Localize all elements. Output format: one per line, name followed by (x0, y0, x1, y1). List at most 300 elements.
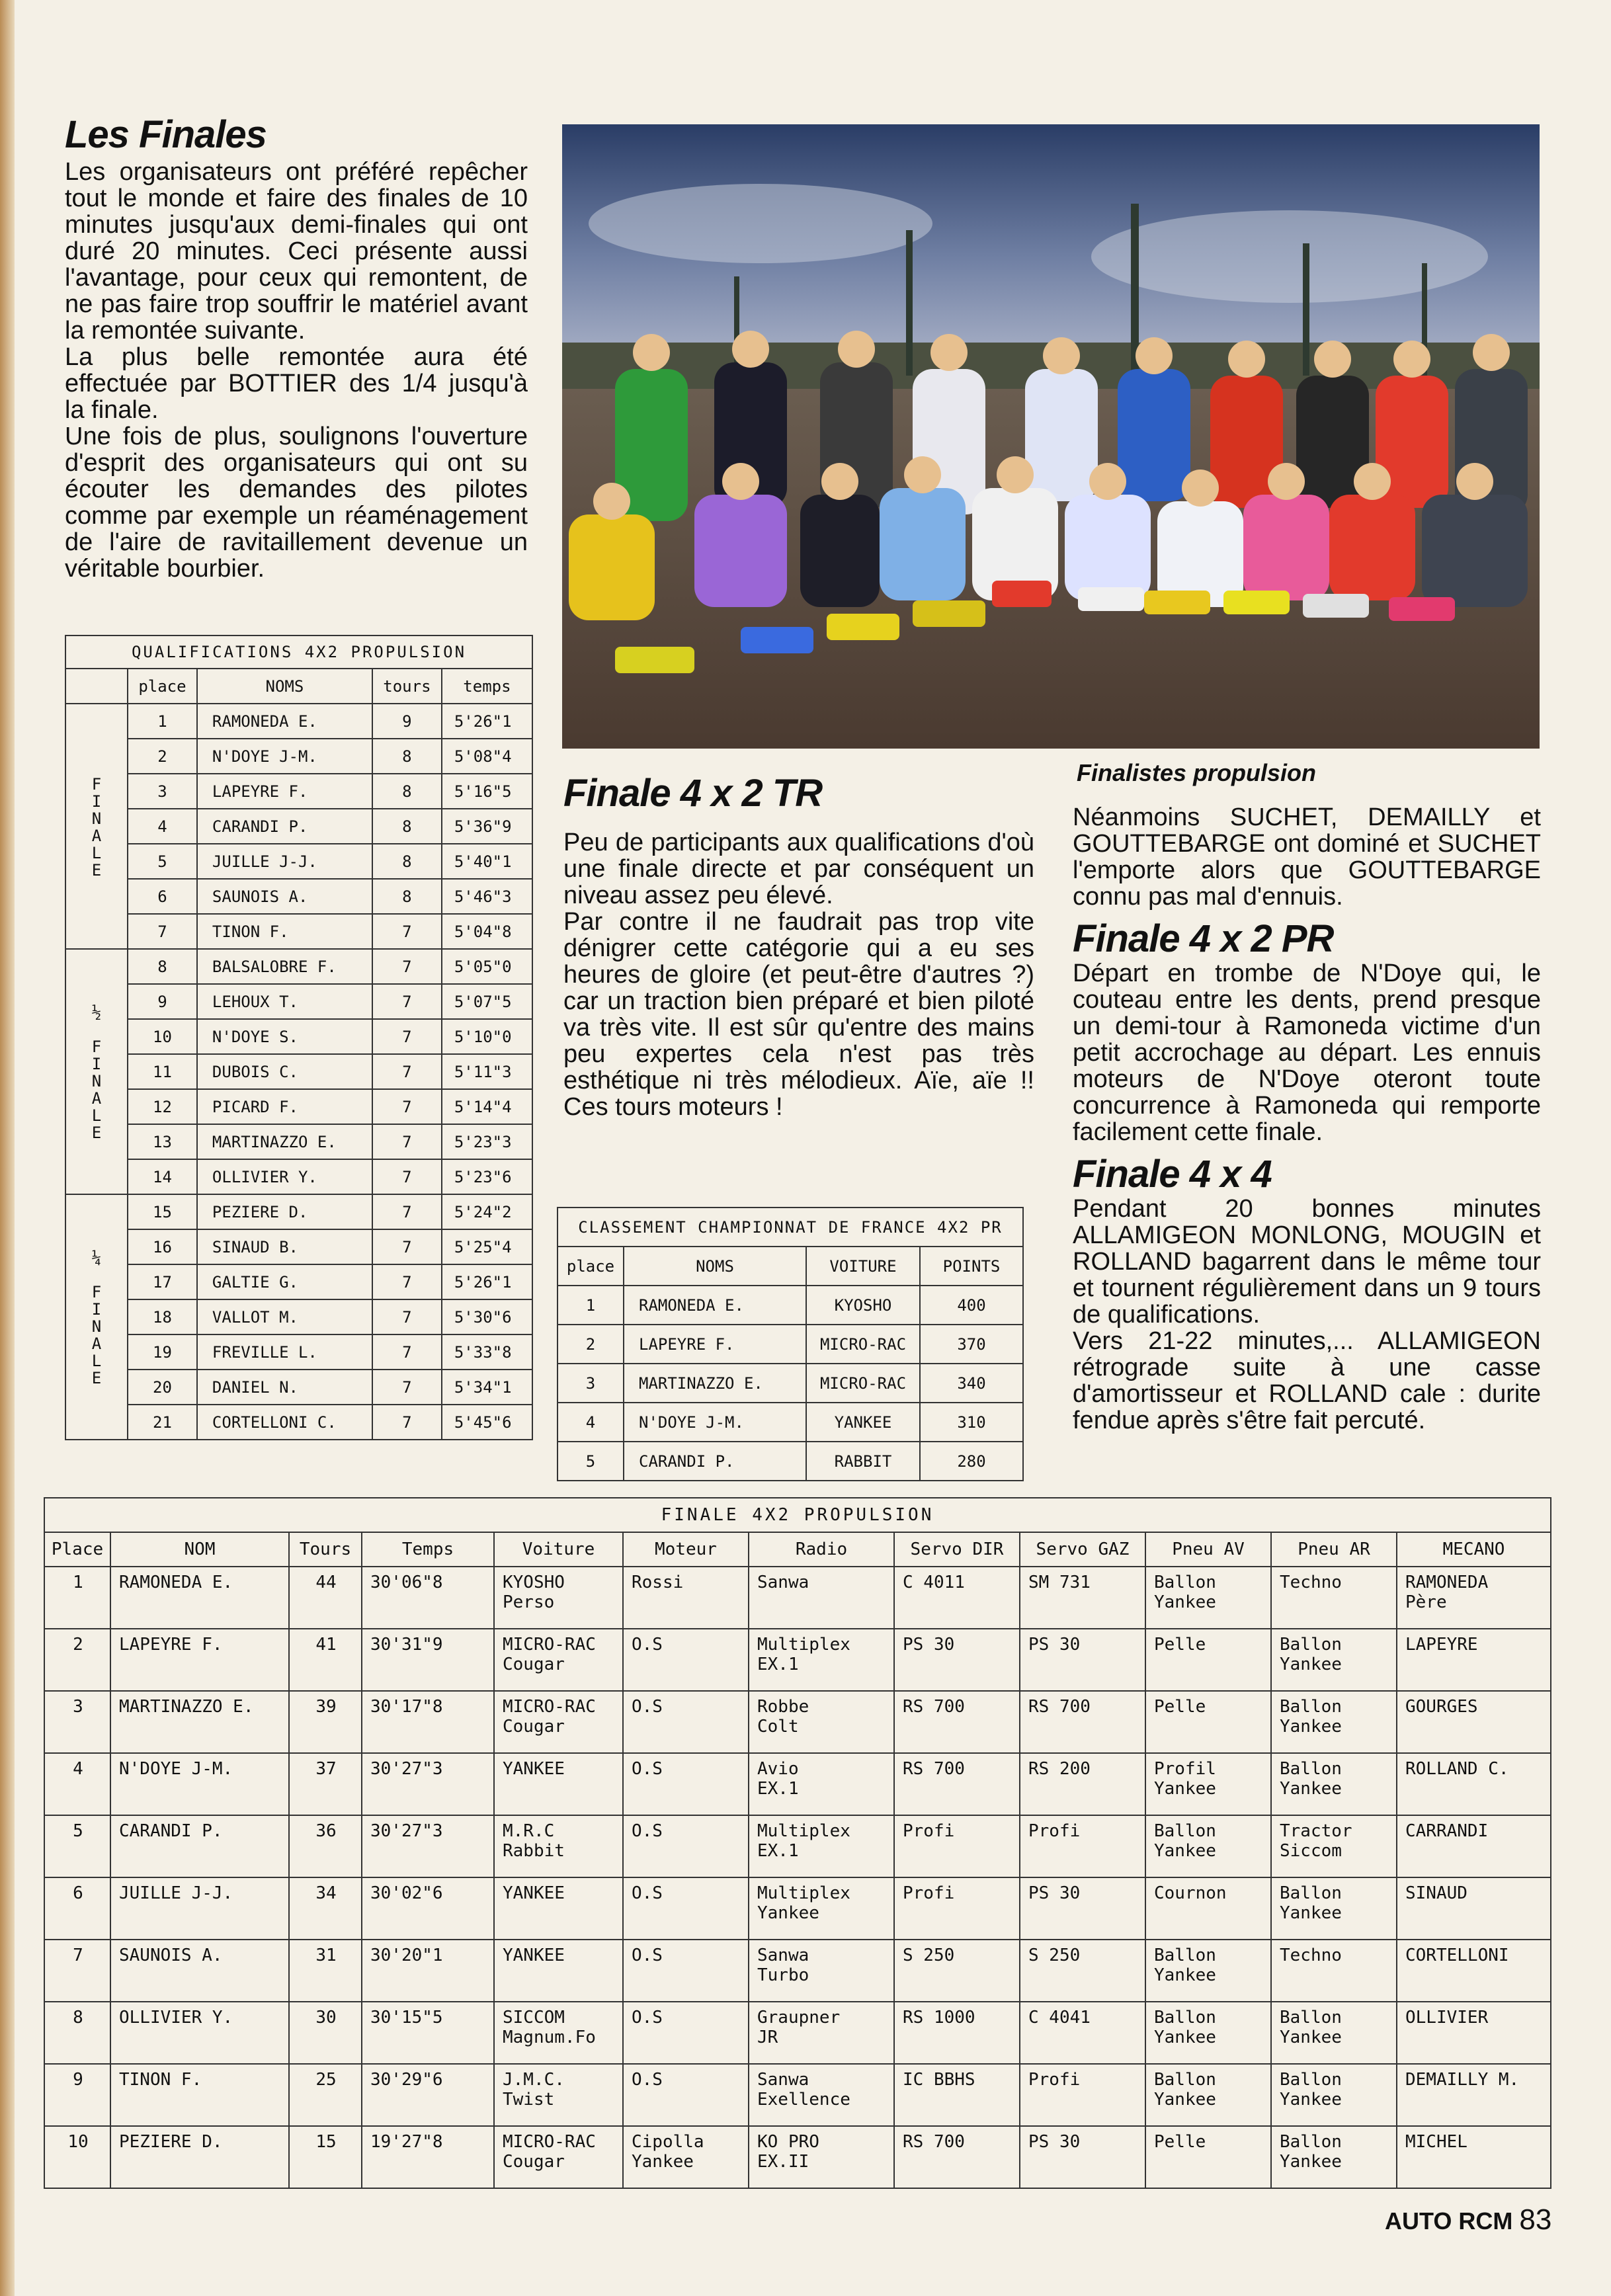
table-cell: Multiplex Yankee (749, 1877, 894, 1940)
table-cell: 34 (289, 1877, 362, 1940)
qualifications-table (65, 635, 533, 1440)
col-header: Voiture (494, 1532, 623, 1567)
table-row (65, 1370, 532, 1405)
table-cell: N'DOYE J-M. (624, 1403, 806, 1442)
table-cell: FREVILLE L. (197, 1334, 372, 1370)
table-cell: 5'10"0 (442, 1019, 532, 1054)
table-cell: LEHOUX T. (197, 984, 372, 1019)
table-cell: 7 (372, 1299, 442, 1334)
table-cell: 3 (558, 1364, 624, 1403)
table-cell: 7 (372, 949, 442, 984)
table-cell: DUBOIS C. (197, 1054, 372, 1089)
table-cell: 10 (128, 1019, 197, 1054)
table-cell: 7 (372, 1089, 442, 1124)
table-cell: 9 (44, 2064, 110, 2126)
finale-table-caption: FINALE 4X2 PROPULSION (44, 1498, 1551, 1532)
table-cell: DEMAILLY M. (1397, 2064, 1551, 2126)
table-cell: C 4011 (894, 1567, 1020, 1629)
table-cell: KO PRO EX.II (749, 2126, 894, 2188)
table-cell: 5'08"4 (442, 739, 532, 774)
table-cell: 7 (372, 1405, 442, 1440)
table-row (65, 914, 532, 949)
table-row (65, 1229, 532, 1264)
table-cell: LAPEYRE F. (624, 1325, 806, 1364)
table-cell: 20 (128, 1370, 197, 1405)
group-header-cell (65, 669, 128, 704)
table-cell: MICRO-RAC (806, 1364, 920, 1403)
table-cell: Profi (1020, 2064, 1145, 2126)
table-cell: LAPEYRE (1397, 1629, 1551, 1691)
table-cell: PICARD F. (197, 1089, 372, 1124)
col-header: tours (372, 669, 442, 704)
table-cell: 44 (289, 1567, 362, 1629)
col-header: MECANO (1397, 1532, 1551, 1567)
right-intro: Néanmoins SUCHET, DEMAILLY et GOUTTEBARGE ont dominé et SUCHET l'emporte alors que GOUTTEBARGE connu pas mal d'ennuis. (1073, 803, 1541, 911)
table-cell: JUILLE J-J. (110, 1877, 289, 1940)
table-cell: MARTINAZZO E. (197, 1124, 372, 1159)
table-cell: Techno (1271, 1940, 1397, 2002)
table-row (558, 1286, 1023, 1325)
table-cell: YANKEE (494, 1753, 623, 1815)
table-cell: RAMONEDA E. (624, 1286, 806, 1325)
table-cell: SM 731 (1020, 1567, 1145, 1629)
table-cell: SAUNOIS A. (197, 879, 372, 914)
col-header: place (128, 669, 197, 704)
group-label: ¼ FINALE (65, 1194, 128, 1440)
table-cell: 30'29"6 (362, 2064, 494, 2126)
col-header: temps (442, 669, 532, 704)
col-header: POINTS (920, 1247, 1023, 1286)
table-cell: 2 (128, 739, 197, 774)
table-cell: DANIEL N. (197, 1370, 372, 1405)
les-finales-body (65, 159, 528, 582)
table-cell: 12 (128, 1089, 197, 1124)
table-cell: 30'27"3 (362, 1815, 494, 1877)
table-row (65, 949, 532, 984)
table-cell: 7 (372, 984, 442, 1019)
table-cell: YANKEE (494, 1877, 623, 1940)
table-cell: 1 (44, 1567, 110, 1629)
table-cell: 7 (372, 1019, 442, 1054)
table-cell: 41 (289, 1629, 362, 1691)
table-cell: 31 (289, 1940, 362, 2002)
paragraph: Vers 21-22 minutes,... ALLAMIGEON rétrograde suite à une casse d'amortisseur et ROLLAND cale : durite fendue après s'être fait percuté. (1073, 1327, 1541, 1434)
table-cell: 30 (289, 2002, 362, 2064)
table-row (65, 739, 532, 774)
table-cell: O.S (623, 1691, 749, 1753)
table-row (65, 1194, 532, 1229)
magazine-name: AUTO RCM (1385, 2207, 1513, 2234)
table-cell: MICHEL (1397, 2126, 1551, 2188)
table-cell: PS 30 (1020, 1629, 1145, 1691)
table-cell: 370 (920, 1325, 1023, 1364)
page-footer (1385, 2203, 1551, 2236)
col-header: Tours (289, 1532, 362, 1567)
table-cell: TINON F. (110, 2064, 289, 2126)
paragraph: Pendant 20 bonnes minutes ALLAMIGEON MONLONG, MOUGIN et ROLLAND bagarrent dans le même tour et tournent régulièrement dans un 9 tours de qualifications. (1073, 1194, 1541, 1329)
col-header: Radio (749, 1532, 894, 1567)
table-cell: TINON F. (197, 914, 372, 949)
finale-44-body (1073, 1196, 1541, 1434)
table-row (65, 774, 532, 809)
table-cell: 37 (289, 1753, 362, 1815)
table-cell: 8 (128, 949, 197, 984)
table-cell: 30'02"6 (362, 1877, 494, 1940)
col-header: Pneu AV (1145, 1532, 1271, 1567)
table-cell: Techno (1271, 1567, 1397, 1629)
table-cell: 15 (289, 2126, 362, 2188)
table-cell: 5'36"9 (442, 809, 532, 844)
table-row (65, 809, 532, 844)
table-cell: MICRO-RAC Cougar (494, 1629, 623, 1691)
table-cell: Pelle (1145, 2126, 1271, 2188)
table-cell: 5 (128, 844, 197, 879)
page-number: 83 (1519, 2203, 1552, 2236)
table-cell: MICRO-RAC Cougar (494, 1691, 623, 1753)
table-row (558, 1364, 1023, 1403)
table-cell: Ballon Yankee (1271, 2126, 1397, 2188)
col-header: Servo GAZ (1020, 1532, 1145, 1567)
table-cell: Ballon Yankee (1145, 1567, 1271, 1629)
right-column (1073, 804, 1541, 1434)
table-cell: LAPEYRE F. (110, 1629, 289, 1691)
table-row (65, 1264, 532, 1299)
col-header: Pneu AR (1271, 1532, 1397, 1567)
table-cell: 8 (372, 739, 442, 774)
group-label: FINALE (65, 704, 128, 949)
classement-table (557, 1207, 1024, 1481)
col-header: Place (44, 1532, 110, 1567)
table-cell: JUILLE J-J. (197, 844, 372, 879)
table-cell: Ballon Yankee (1145, 2002, 1271, 2064)
table-row (65, 1405, 532, 1440)
table-cell: OLLIVIER Y. (110, 2002, 289, 2064)
table-cell: Tractor Siccom (1271, 1815, 1397, 1877)
table-cell: 7 (44, 1940, 110, 2002)
table-cell: Ballon Yankee (1145, 2064, 1271, 2126)
table-cell: 5'45"6 (442, 1405, 532, 1440)
finale-results-table (44, 1497, 1551, 2189)
table-cell: 36 (289, 1815, 362, 1877)
table-cell: RAMONEDA E. (110, 1567, 289, 1629)
table-cell: 5'26"1 (442, 1264, 532, 1299)
table-cell: MICRO-RAC Cougar (494, 2126, 623, 2188)
table-cell: Ballon Yankee (1271, 1691, 1397, 1753)
table-cell: SICCOM Magnum.Fo (494, 2002, 623, 2064)
table-cell: 7 (372, 1054, 442, 1089)
table-cell: M.R.C Rabbit (494, 1815, 623, 1877)
table-cell: MARTINAZZO E. (110, 1691, 289, 1753)
table-cell: O.S (623, 1815, 749, 1877)
col-header: NOMS (624, 1247, 806, 1286)
table-cell: 5'25"4 (442, 1229, 532, 1264)
table-cell: 25 (289, 2064, 362, 2126)
table-cell: Ballon Yankee (1271, 1629, 1397, 1691)
table-cell: PEZIERE D. (197, 1194, 372, 1229)
qualifications-caption: QUALIFICATIONS 4X2 PROPULSION (65, 636, 532, 669)
table-cell: YANKEE (494, 1940, 623, 2002)
table-cell: 7 (372, 1334, 442, 1370)
table-cell: RS 1000 (894, 2002, 1020, 2064)
table-cell: RABBIT (806, 1442, 920, 1481)
photo-caption: Finalistes propulsion (1077, 759, 1317, 786)
finale-tr-body (563, 829, 1034, 1120)
paragraph: Les organisateurs ont préféré repêcher tout le monde et faire des finales de 10 minutes jusqu'aux demi-finales qui ont duré 20 minutes. Ceci présente aussi l'avantage, pour ceux qui remontent, de ne pas faire trop souffrir le matériel avant la remontée suivante. (65, 157, 528, 345)
table-cell: RAMONEDA E. (197, 704, 372, 739)
table-cell: LAPEYRE F. (197, 774, 372, 809)
table-cell: 30'27"3 (362, 1753, 494, 1815)
table-cell: Sanwa Exellence (749, 2064, 894, 2126)
table-cell: KYOSHO Perso (494, 1567, 623, 1629)
table-row (65, 1159, 532, 1194)
table-cell: Profi (894, 1877, 1020, 1940)
col-header: Temps (362, 1532, 494, 1567)
table-row (65, 844, 532, 879)
table-cell: 18 (128, 1299, 197, 1334)
table-row (44, 1691, 1551, 1753)
table-cell: SAUNOIS A. (110, 1940, 289, 2002)
table-cell: S 250 (1020, 1940, 1145, 2002)
table-cell: 7 (128, 914, 197, 949)
table-cell: CORTELLONI C. (197, 1405, 372, 1440)
table-cell: GOURGES (1397, 1691, 1551, 1753)
table-cell: 7 (372, 1229, 442, 1264)
table-cell: 30'17"8 (362, 1691, 494, 1753)
table-cell: N'DOYE S. (197, 1019, 372, 1054)
table-row (44, 1877, 1551, 1940)
table-cell: 7 (372, 1264, 442, 1299)
table-cell: C 4041 (1020, 2002, 1145, 2064)
table-cell: 340 (920, 1364, 1023, 1403)
table-cell: SINAUD B. (197, 1229, 372, 1264)
col-header: VOITURE (806, 1247, 920, 1286)
group-label: ½ FINALE (65, 949, 128, 1194)
table-cell: RS 700 (894, 2126, 1020, 2188)
table-cell: 6 (128, 879, 197, 914)
table-cell: O.S (623, 1629, 749, 1691)
table-cell: SINAUD (1397, 1877, 1551, 1940)
table-cell: 30'06"8 (362, 1567, 494, 1629)
table-cell: 2 (558, 1325, 624, 1364)
table-cell: Cipolla Yankee (623, 2126, 749, 2188)
table-cell: 310 (920, 1403, 1023, 1442)
table-cell: CARANDI P. (110, 1815, 289, 1877)
table-cell: Profi (894, 1815, 1020, 1877)
table-cell: 7 (372, 1194, 442, 1229)
table-cell: 10 (44, 2126, 110, 2188)
col-header: NOM (110, 1532, 289, 1567)
table-cell: 5'40"1 (442, 844, 532, 879)
table-cell: OLLIVIER (1397, 2002, 1551, 2064)
finale-tr-title: Finale 4 x 2 TR (563, 772, 823, 815)
table-cell: 6 (44, 1877, 110, 1940)
table-cell: 4 (558, 1403, 624, 1442)
table-cell: 5'05"0 (442, 949, 532, 984)
table-cell: 17 (128, 1264, 197, 1299)
table-cell: 5 (44, 1815, 110, 1877)
paragraph: La plus belle remontée aura été effectuée par BOTTIER des 1/4 jusqu'à la finale. (65, 343, 528, 424)
table-row (65, 704, 532, 739)
table-cell: 19 (128, 1334, 197, 1370)
table-row (65, 1019, 532, 1054)
finale-tr-section (563, 772, 1034, 1120)
les-finales-section (65, 114, 528, 582)
table-cell: 30'20"1 (362, 1940, 494, 2002)
classement-caption: CLASSEMENT CHAMPIONNAT DE FRANCE 4X2 PR (558, 1208, 1023, 1247)
table-cell: 19'27"8 (362, 2126, 494, 2188)
table-cell: 8 (372, 809, 442, 844)
col-header: Servo DIR (894, 1532, 1020, 1567)
table-cell: 8 (44, 2002, 110, 2064)
team-photo-image (562, 124, 1540, 749)
table-cell: PEZIERE D. (110, 2126, 289, 2188)
table-cell: 7 (372, 1370, 442, 1405)
table-cell: 7 (372, 1124, 442, 1159)
table-row (65, 1054, 532, 1089)
table-row (44, 2126, 1551, 2188)
paragraph: Une fois de plus, soulignons l'ouverture d'esprit des organisateurs qui ont su écouter les demandes des pilotes comme par exemple un réaménagement de l'aire de ravitaillement devenue un véritable bourbier. (65, 422, 528, 583)
table-cell: 280 (920, 1442, 1023, 1481)
table-cell: PS 30 (894, 1629, 1020, 1691)
les-finales-title: Les Finales (65, 113, 267, 156)
table-cell: Profi (1020, 1815, 1145, 1877)
table-cell: 9 (372, 704, 442, 739)
team-photo (562, 124, 1540, 749)
table-cell: IC BBHS (894, 2064, 1020, 2126)
table-cell: 1 (558, 1286, 624, 1325)
table-cell: 400 (920, 1286, 1023, 1325)
table-cell: VALLOT M. (197, 1299, 372, 1334)
table-cell: S 250 (894, 1940, 1020, 2002)
table-row (44, 1567, 1551, 1629)
table-cell: RS 700 (1020, 1691, 1145, 1753)
table-cell: MARTINAZZO E. (624, 1364, 806, 1403)
table-cell: 3 (128, 774, 197, 809)
table-cell: 5'34"1 (442, 1370, 532, 1405)
table-cell: 9 (128, 984, 197, 1019)
table-cell: 30'31"9 (362, 1629, 494, 1691)
table-row (44, 1815, 1551, 1877)
table-cell: J.M.C. Twist (494, 2064, 623, 2126)
table-cell: 5'26"1 (442, 704, 532, 739)
table-cell: MICRO-RAC (806, 1325, 920, 1364)
table-row (44, 1629, 1551, 1691)
finale-44-title: Finale 4 x 4 (1073, 1152, 1272, 1196)
table-cell: 4 (128, 809, 197, 844)
table-cell: 8 (372, 774, 442, 809)
table-cell: 5'30"6 (442, 1299, 532, 1334)
table-cell: 2 (44, 1629, 110, 1691)
table-row (558, 1442, 1023, 1481)
table-cell: Pelle (1145, 1691, 1271, 1753)
paragraph: Peu de participants aux qualifications d'où une finale directe et par conséquent un niveau assez peu élevé. (563, 828, 1034, 909)
table-cell: 7 (372, 1159, 442, 1194)
table-cell: Rossi (623, 1567, 749, 1629)
table-cell: O.S (623, 1753, 749, 1815)
table-cell: 3 (44, 1691, 110, 1753)
table-cell: CARANDI P. (624, 1442, 806, 1481)
table-cell: Ballon Yankee (1271, 2002, 1397, 2064)
table-cell: Ballon Yankee (1145, 1940, 1271, 2002)
table-cell: ROLLAND C. (1397, 1753, 1551, 1815)
table-cell: O.S (623, 2064, 749, 2126)
table-cell: Multiplex EX.1 (749, 1815, 894, 1877)
col-header: Moteur (623, 1532, 749, 1567)
table-cell: KYOSHO (806, 1286, 920, 1325)
table-cell: Avio EX.1 (749, 1753, 894, 1815)
table-cell: Ballon Yankee (1271, 1753, 1397, 1815)
table-cell: OLLIVIER Y. (197, 1159, 372, 1194)
table-row (65, 1089, 532, 1124)
table-cell: YANKEE (806, 1403, 920, 1442)
table-cell: N'DOYE J-M. (197, 739, 372, 774)
table-cell: Ballon Yankee (1271, 1877, 1397, 1940)
table-row (44, 1940, 1551, 2002)
table-cell: Pelle (1145, 1629, 1271, 1691)
table-row (65, 1299, 532, 1334)
table-cell: 13 (128, 1124, 197, 1159)
table-cell: 5'07"5 (442, 984, 532, 1019)
paragraph: Départ en trombe de N'Doye qui, le couteau entre les dents, prend presque un demi-tour à Ramoneda victime d'un petit accrochage au départ. Les ennuis moteurs de N'Doye oteront toute concurrence à Ramoneda qui remporte facilement cette finale. (1073, 959, 1541, 1146)
header-row (44, 1532, 1551, 1567)
table-row (65, 984, 532, 1019)
table-cell: CARANDI P. (197, 809, 372, 844)
table-cell: 30'15"5 (362, 2002, 494, 2064)
table-row (558, 1325, 1023, 1364)
table-row (65, 1334, 532, 1370)
table-cell: BALSALOBRE F. (197, 949, 372, 984)
table-cell: 8 (372, 844, 442, 879)
table-row (44, 2064, 1551, 2126)
table-cell: Sanwa (749, 1567, 894, 1629)
table-cell: 21 (128, 1405, 197, 1440)
table-cell: 5'24"2 (442, 1194, 532, 1229)
table-cell: RS 700 (894, 1691, 1020, 1753)
table-cell: Profil Yankee (1145, 1753, 1271, 1815)
col-header: NOMS (197, 669, 372, 704)
table-row (65, 1124, 532, 1159)
table-cell: 7 (372, 914, 442, 949)
table-cell: 1 (128, 704, 197, 739)
table-cell: 11 (128, 1054, 197, 1089)
table-row (558, 1403, 1023, 1442)
table-cell: GALTIE G. (197, 1264, 372, 1299)
table-cell: CORTELLONI (1397, 1940, 1551, 2002)
table-cell: 5'23"6 (442, 1159, 532, 1194)
table-cell: PS 30 (1020, 1877, 1145, 1940)
table-cell: Graupner JR (749, 2002, 894, 2064)
table-cell: Multiplex EX.1 (749, 1629, 894, 1691)
col-header: place (558, 1247, 624, 1286)
table-cell: O.S (623, 2002, 749, 2064)
table-cell: 8 (372, 879, 442, 914)
table-cell: Robbe Colt (749, 1691, 894, 1753)
table-cell: 5'33"8 (442, 1334, 532, 1370)
table-row (44, 2002, 1551, 2064)
table-row (65, 879, 532, 914)
table-cell: 5 (558, 1442, 624, 1481)
table-cell: 5'11"3 (442, 1054, 532, 1089)
paragraph: Par contre il ne faudrait pas trop vite dénigrer cette catégorie qui a eu ses heures de gloire (et peut-être d'autres ?) car un traction bien préparé et bien piloté va très vite. Il est sûr qu'entre des mains peu expertes cela n'est pas très esthétique ni très mélodieux. Aïe, aïe !! Ces tours moteurs ! (563, 907, 1034, 1121)
table-cell: CARRANDI (1397, 1815, 1551, 1877)
table-cell: 5'14"4 (442, 1089, 532, 1124)
table-cell: RS 200 (1020, 1753, 1145, 1815)
table-cell: PS 30 (1020, 2126, 1145, 2188)
table-cell: 5'16"5 (442, 774, 532, 809)
table-cell: 4 (44, 1753, 110, 1815)
table-cell: Sanwa Turbo (749, 1940, 894, 2002)
table-cell: 5'46"3 (442, 879, 532, 914)
